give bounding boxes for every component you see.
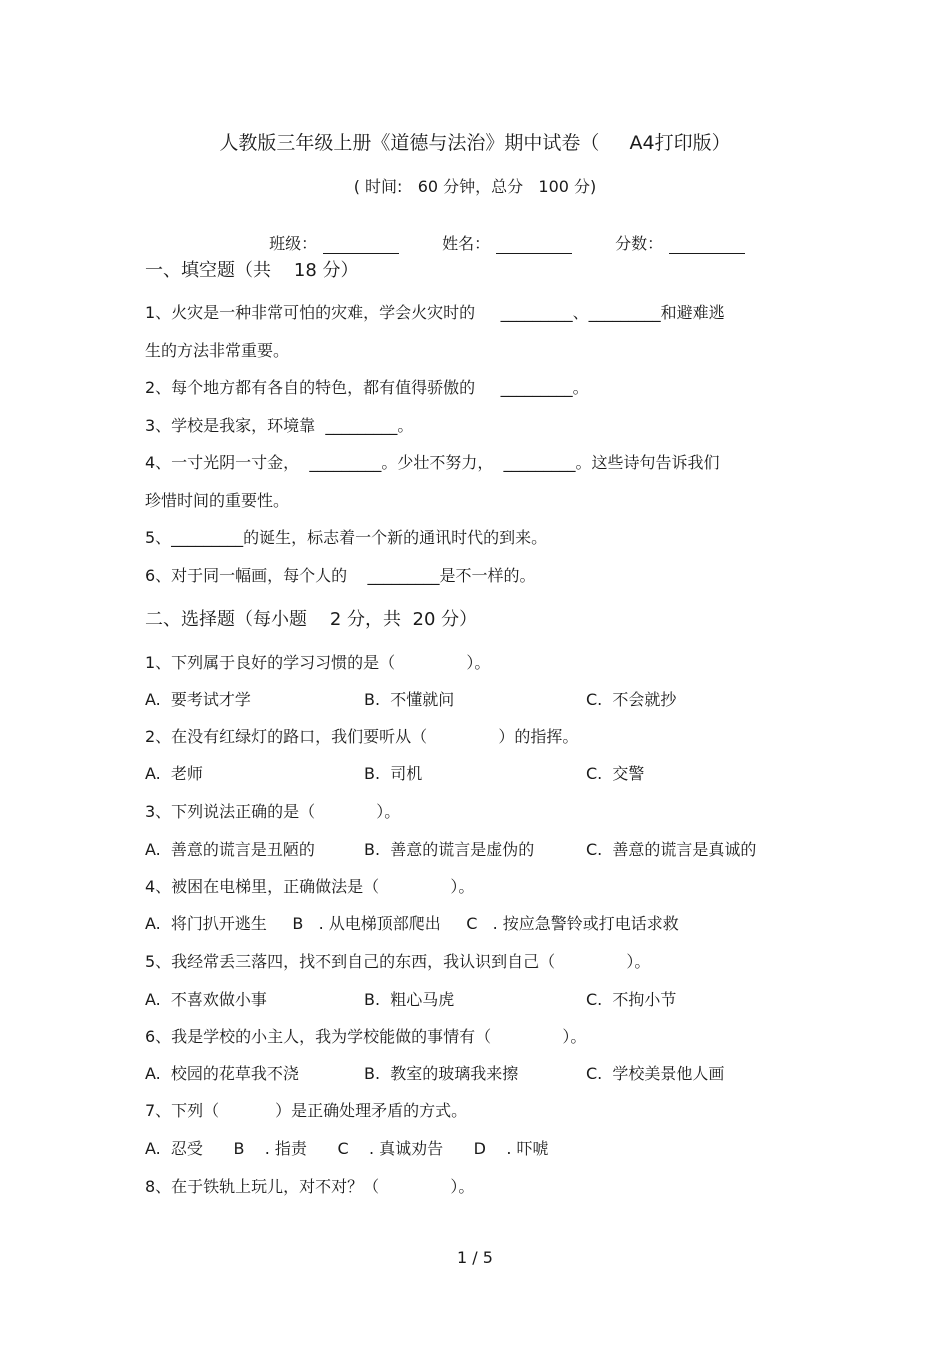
class-field	[259, 212, 399, 254]
choice-q2-option-a: A. 老师	[145, 764, 203, 783]
page-number: 1 / 5	[457, 1248, 493, 1267]
choice-q8: 8、在于铁轨上玩儿，对不对？（ ）。	[145, 1177, 475, 1196]
choice-q3-option-b: B. 善意的谎言是虚伪的	[364, 840, 535, 859]
score-field	[605, 212, 745, 254]
fill-q5: 5、_________的诞生，标志着一个新的通讯时代的到来。	[145, 528, 548, 547]
choice-q3-option-c: C. 善意的谎言是真诚的	[586, 840, 757, 859]
fill-q4-line2: 珍惜时间的重要性。	[145, 491, 290, 510]
exam-time-score: ( 时间: 60 分钟，总分 100 分)	[353, 177, 597, 196]
choice-q2: 2、在没有红绿灯的路口，我们要听从（ ）的指挥。	[145, 727, 579, 746]
choice-q3: 3、下列说法正确的是（ ）。	[145, 802, 401, 821]
choice-q6-option-c: C. 学校美景他人画	[586, 1064, 725, 1083]
choice-q1-option-c: C. 不会就抄	[586, 690, 677, 709]
score-blank	[669, 237, 745, 254]
choice-q5: 5、我经常丢三落四，找不到自己的东西，我认识到自己（ ）。	[145, 952, 651, 971]
score-label: 分数：	[615, 234, 664, 253]
class-label: 班级：	[269, 234, 318, 253]
name-blank	[496, 237, 572, 254]
choice-q5-option-b: B. 粗心马虎	[364, 990, 455, 1009]
exam-title: 人教版三年级上册《道德与法治》期中试卷（ A4打印版）	[219, 132, 731, 154]
choice-q5-option-c: C. 不拘小节	[586, 990, 677, 1009]
choice-q4-options: A. 将门扒开逃生 B . 从电梯顶部爬出 C . 按应急警铃或打电话求救	[145, 914, 679, 933]
name-field	[432, 212, 572, 254]
choice-q1-option-a: A. 要考试才学	[145, 690, 251, 709]
choice-q2-option-b: B. 司机	[364, 764, 423, 783]
choice-q1: 1、下列属于良好的学习习惯的是（ ）。	[145, 653, 491, 672]
choice-q4: 4、被困在电梯里，正确做法是（ ）。	[145, 877, 475, 896]
choice-q6: 6、我是学校的小主人，我为学校能做的事情有（ ）。	[145, 1027, 587, 1046]
fill-q3: 3、学校是我家，环境靠 _________。	[145, 416, 414, 435]
choice-q7: 7、下列（ ）是正确处理矛盾的方式。	[145, 1101, 468, 1120]
name-label: 姓名：	[442, 234, 491, 253]
section2-heading: 二、选择题（每小题 2 分，共 20 分）	[145, 609, 478, 630]
section1-heading: 一、填空题（共 18 分）	[145, 260, 359, 281]
fill-q2: 2、每个地方都有各自的特色，都有值得骄傲的 _________。	[145, 378, 589, 397]
choice-q1-option-b: B. 不懂就问	[364, 690, 455, 709]
choice-q3-option-a: A. 善意的谎言是丑陋的	[145, 840, 315, 859]
fill-q4-line1: 4、一寸光阴一寸金， _________。少壮不努力， _________。这些诗句告诉我们	[145, 453, 720, 472]
fill-q1-line2: 生的方法非常重要。	[145, 341, 290, 360]
class-blank	[323, 237, 399, 254]
choice-q2-option-c: C. 交警	[586, 764, 645, 783]
fill-q1-line1: 1、火灾是一种非常可怕的灾难，学会火灾时的 _________、_________和避难逃	[145, 303, 725, 322]
choice-q7-options: A. 忍受 B . 指责 C . 真诚劝告 D . 吓唬	[145, 1139, 549, 1158]
fill-q6: 6、对于同一幅画，每个人的 _________是不一样的。	[145, 566, 536, 585]
choice-q6-option-b: B. 教室的玻璃我来擦	[364, 1064, 519, 1083]
choice-q6-option-a: A. 校园的花草我不浇	[145, 1064, 299, 1083]
choice-q5-option-a: A. 不喜欢做小事	[145, 990, 267, 1009]
